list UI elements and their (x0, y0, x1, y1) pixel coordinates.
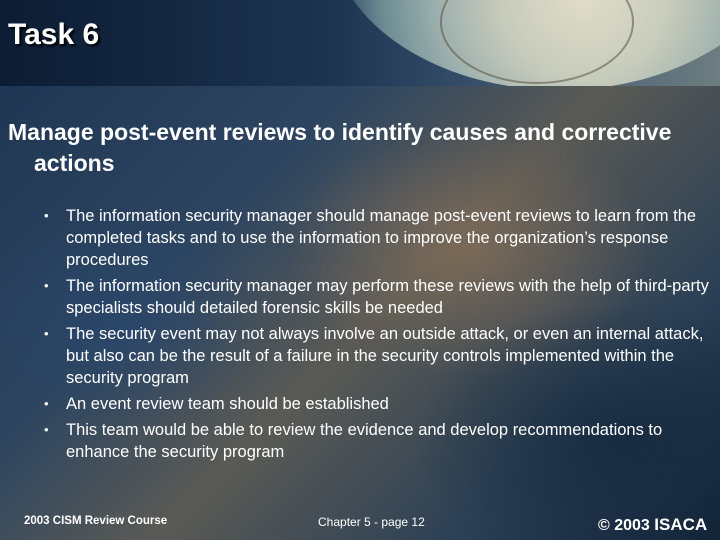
bullet-item (38, 419, 710, 463)
copyright-text: © 2003 (598, 517, 650, 534)
bullet-icon: • (44, 326, 49, 341)
footer-course: 2003 CISM Review Course (24, 515, 168, 527)
bullet-icon: • (44, 396, 49, 411)
bullet-list (38, 205, 710, 467)
bullet-item (38, 275, 710, 319)
bullet-text: The information security manager should manage post-event reviews to learn from the completed tasks and to use the information to improve the organization’s response procedures (66, 207, 697, 269)
bullet-icon: • (44, 208, 49, 223)
bullet-item (38, 205, 710, 271)
bullet-text: The security event may not always involve an outside attack, or even an internal attack, but also can be the result of a failure in the security controls implemented within the security program (66, 325, 704, 387)
footer-copyright (598, 515, 707, 535)
org-name: ISACA (654, 515, 708, 534)
bullet-item (38, 323, 710, 389)
slide-subtitle: Manage post-event reviews to identify causes and corrective actions (8, 119, 672, 176)
bullet-item (38, 393, 710, 415)
bullet-text: An event review team should be established (66, 395, 389, 413)
header-banner (0, 0, 720, 86)
bullet-icon: • (44, 278, 49, 293)
slide-title: Task 6 (8, 18, 100, 51)
bullet-text: The information security manager may perform these reviews with the help of third-party specialists should detailed forensic skills be needed (66, 277, 709, 317)
bullet-icon: • (44, 422, 49, 437)
footer-page-number: Chapter 5 - page 12 (318, 515, 425, 529)
bullet-text: This team would be able to review the evidence and develop recommendations to enhance the security program (66, 421, 663, 461)
